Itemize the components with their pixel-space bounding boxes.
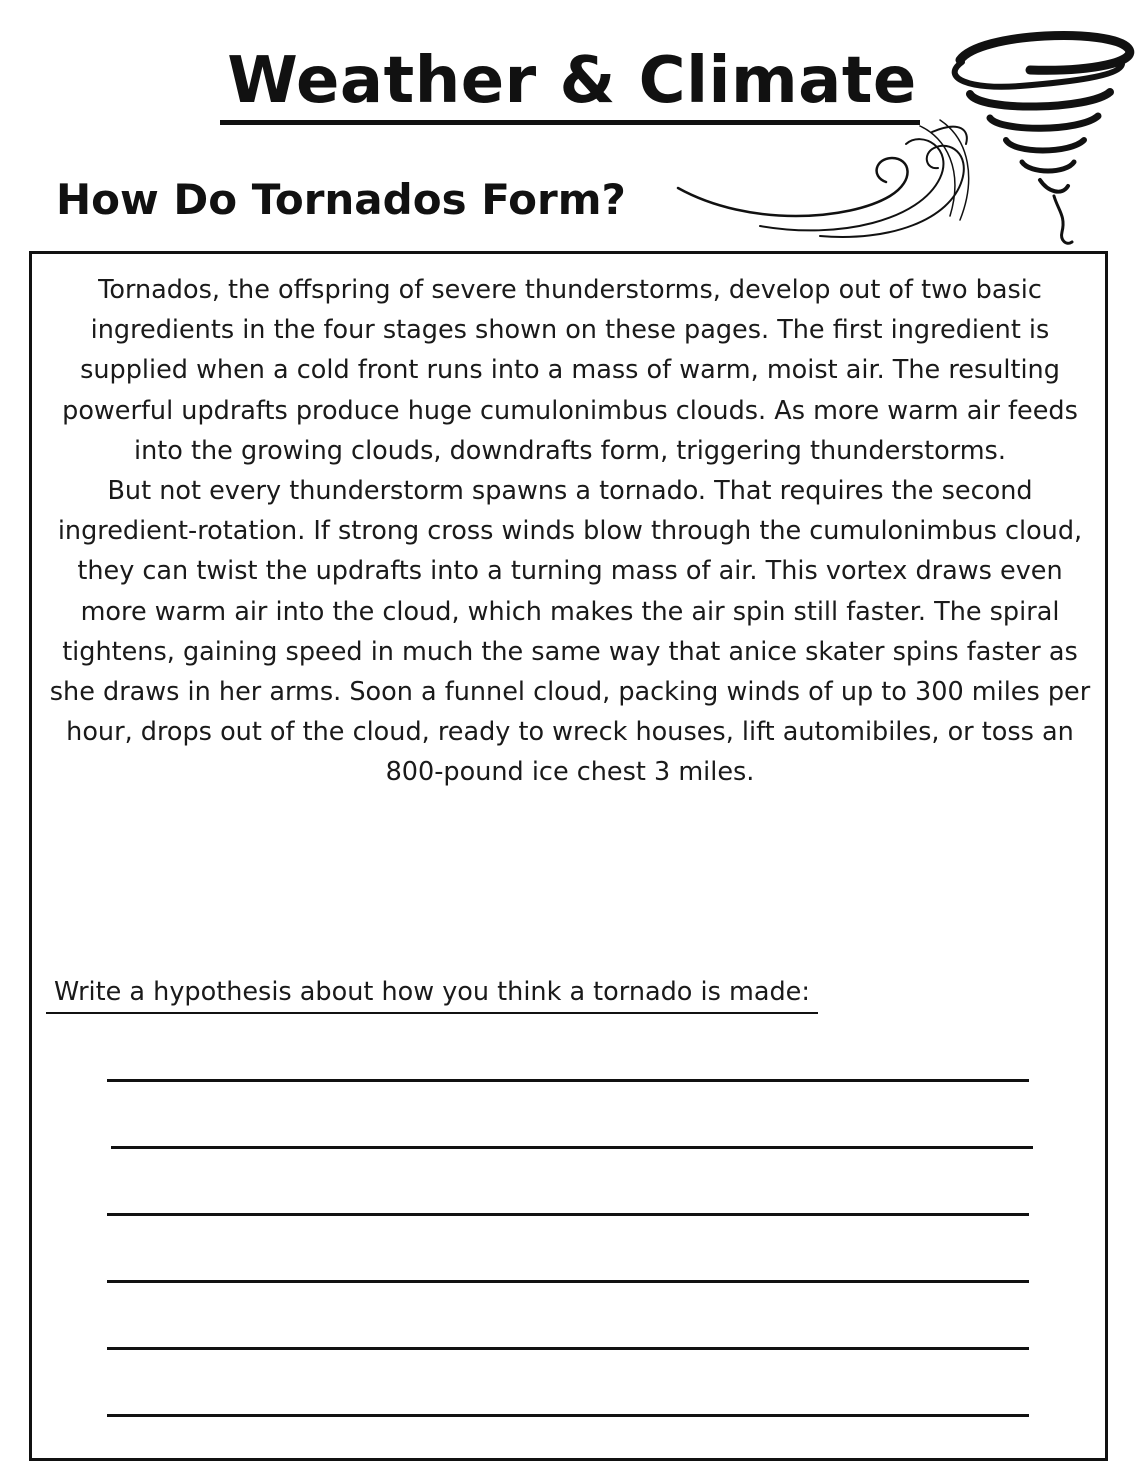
answer-line-5[interactable] — [107, 1347, 1029, 1350]
tornado-icon — [670, 20, 1140, 252]
passage-text — [42, 270, 1098, 793]
answer-line-1[interactable] — [107, 1079, 1029, 1082]
worksheet-subtitle: How Do Tornados Form? — [56, 175, 626, 224]
page-title: Weather & Climate — [227, 44, 917, 118]
answer-line-4[interactable] — [107, 1280, 1029, 1283]
answer-line-6[interactable] — [107, 1414, 1029, 1417]
passage-paragraph-2: But not every thunderstorm spawns a tornado. That requires the second ingredient-rotation. If strong cross winds blow through the cumulonimbus cloud, they can twist the updrafts into a turning mass of air. This vortex draws even more warm air into the cloud, which makes the air spin still faster. The spiral tightens, gaining speed in much the same way that anice skater spins faster as she draws in her arms. Soon a funnel cloud, packing winds of up to 300 miles per hour, drops out of the cloud, ready to wreck houses, lift automibiles, or toss an 800-pound ice chest 3 miles. — [49, 476, 1091, 788]
passage-paragraph-1: Tornados, the offspring of severe thunderstorms, develop out of two basic ingredients in the four stages shown on these pages. The first ingredient is supplied when a cold front runs into a mass of warm, moist air. The resulting powerful updrafts produce huge cumulonimbus clouds. As more warm air feeds into the growing clouds, downdrafts form, triggering thunderstorms. — [62, 275, 1078, 466]
answer-line-3[interactable] — [107, 1213, 1029, 1216]
hypothesis-prompt: Write a hypothesis about how you think a tornado is made: — [46, 972, 818, 1014]
passage-box — [29, 251, 1108, 1461]
answer-line-2[interactable] — [111, 1146, 1033, 1149]
